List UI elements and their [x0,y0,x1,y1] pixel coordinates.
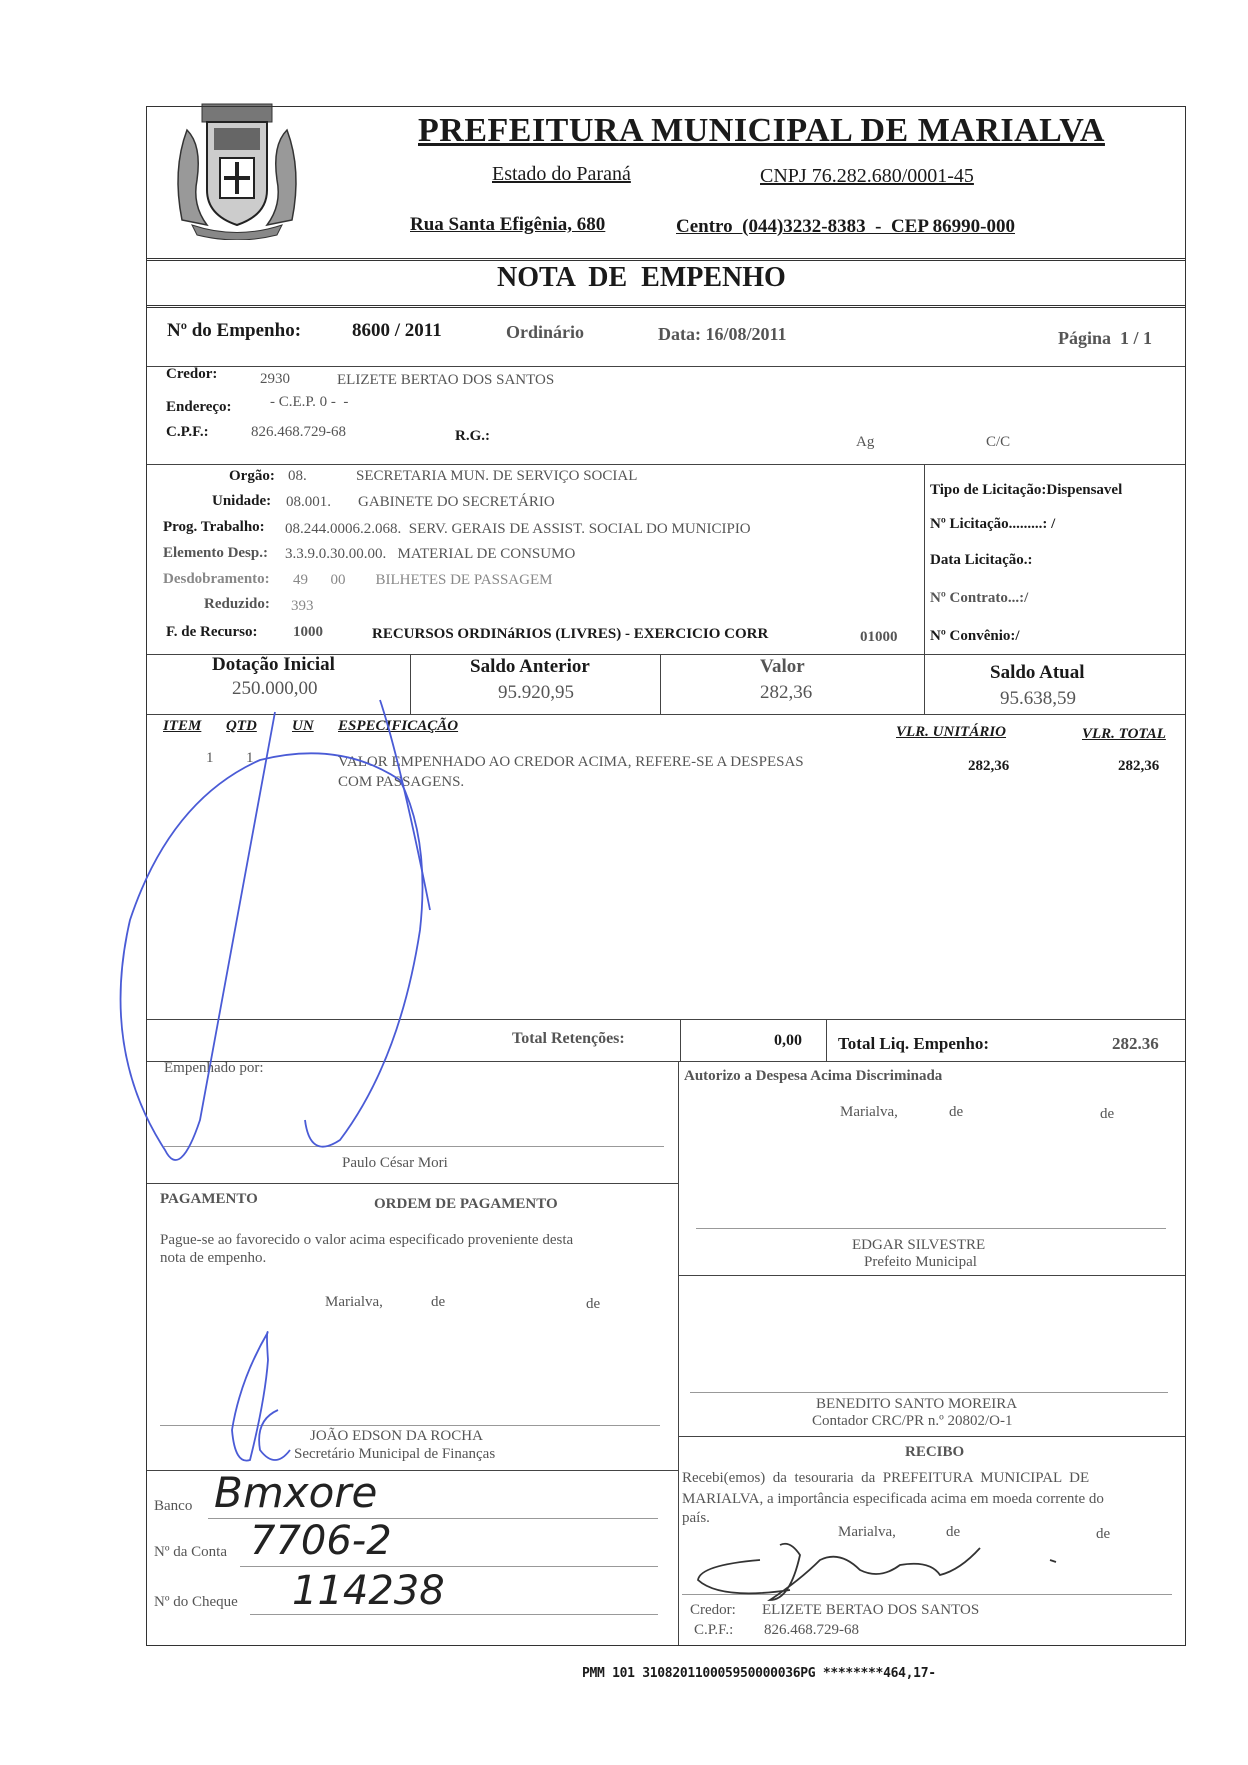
autorizo-place: Marialva, [840,1104,898,1120]
valor-label: Valor [760,656,805,677]
liquido-label: Total Liq. Empenho: [838,1034,989,1053]
col-total-value: VLR. TOTAL [1082,726,1166,742]
state-text: Estado do Paraná [492,163,631,185]
cheque-label: Nº do Cheque [154,1594,238,1610]
banco-value: Bmxore [214,1468,378,1517]
unidade-name: GABINETE DO SECRETÁRIO [358,494,555,510]
saldo-anterior-label: Saldo Anterior [470,656,590,677]
autorizo-de-2: de [1100,1106,1115,1122]
recibo-credor-label: Credor: [690,1602,736,1618]
contrato-number: Nº Contrato...:/ [930,590,1029,606]
contador-role: Contador CRC/PR n.º 20802/O-1 [812,1413,1013,1429]
pagamento-text-line-2: nota de empenho. [160,1250,267,1266]
credor-address: - C.E.P. 0 - - [270,394,349,410]
autorizo-text: Autorizo a Despesa Acima Discriminada [684,1068,943,1084]
recibo-de-1: de [946,1524,961,1540]
empenho-date: Data: 16/08/2011 [658,324,787,344]
prefeito-name: EDGAR SILVESTRE [852,1237,986,1253]
licitacao-type: Tipo de Licitação:Dispensavel [930,482,1123,498]
recibo-text-line-1: Recebi(emos) da tesouraria da PREFEITURA MUNICIPAL DE [682,1470,1090,1486]
pagamento-text-line-1: Pague-se ao favorecido o valor acima especificado proveniente desta [160,1232,574,1248]
ordem-pagamento-label: ORDEM DE PAGAMENTO [374,1196,558,1212]
licitacao-number: Nº Licitação.........: / [930,516,1056,532]
address-label: Endereço: [166,399,232,415]
conta-value: 7706-2 [250,1518,392,1564]
empenho-type: Ordinário [506,322,585,342]
dotacao-value: 250.000,00 [232,678,318,699]
rg-label: R.G.: [455,428,490,444]
empenho-label: Nº do Empenho: [167,320,302,341]
footer-code: PMM 101 310820110005950000036PG ********464,17- [582,1666,936,1681]
pagamento-label: PAGAMENTO [160,1191,258,1207]
empenho-number: 8600 / 2011 [352,320,442,341]
pagamento-de-2: de [586,1296,601,1312]
elemento-value: 3.3.9.0.30.00.00. MATERIAL DE CONSUMO [285,546,576,562]
cpf-label: C.P.F.: [166,424,209,440]
empenhado-label: Empenhado por: [164,1060,264,1076]
col-qtd: QTD [226,718,257,734]
recibo-de-2: de [1096,1526,1111,1542]
prog-label: Prog. Trabalho: [163,519,265,535]
page-title: PREFEITURA MUNICIPAL DE MARIALVA [418,112,1105,149]
col-un: UN [292,718,314,734]
desdobramento-value: 49 00 BILHETES DE PASSAGEM [293,572,553,588]
col-item: ITEM [163,718,202,734]
credor-code: 2930 [260,371,290,387]
cheque-value: 114238 [292,1568,445,1614]
conta-label: Nº da Conta [154,1544,227,1560]
orgao-name: SECRETARIA MUN. DE SERVIÇO SOCIAL [356,468,638,484]
credor-label: Credor: [166,366,218,382]
retencoes-value: 0,00 [774,1032,802,1049]
item-spec-line-1: VALOR EMPENHADO AO CREDOR ACIMA, REFERE-SE A DESPESAS [338,754,804,770]
empenhado-name: Paulo César Mori [342,1155,448,1171]
desdobramento-label: Desdobramento: [163,571,270,587]
contador-name: BENEDITO SANTO MOREIRA [816,1396,1018,1412]
autorizo-de-1: de [949,1104,964,1120]
cc-label: C/C [986,434,1011,450]
dotacao-label: Dotação Inicial [212,654,335,675]
recibo-place: Marialva, [838,1524,896,1540]
credor-name: ELIZETE BERTAO DOS SANTOS [337,372,555,388]
pagamento-de-1: de [431,1294,446,1310]
page-number: Página 1 / 1 [1058,328,1153,348]
recurso-code: 1000 [293,624,323,640]
unidade-code: 08.001. [286,494,331,510]
recurso-name: RECURSOS ORDINáRIOS (LIVRES) - EXERCICIO CORR [372,626,769,642]
secretario-role: Secretário Municipal de Finanças [294,1446,496,1462]
item-qtd: 1 [246,750,254,766]
pagamento-place: Marialva, [325,1294,383,1310]
elemento-label: Elemento Desp.: [163,545,268,561]
prefeito-role: Prefeito Municipal [864,1254,977,1270]
reduzido-label: Reduzido: [204,596,270,612]
saldo-atual-value: 95.638,59 [1000,688,1076,709]
recibo-text-line-2: MARIALVA, a importância especificada acima em moeda corrente do [682,1491,1104,1507]
item-unit-value: 282,36 [968,758,1010,774]
orgao-code: 08. [288,468,307,484]
recibo-title: RECIBO [905,1444,965,1460]
recibo-text-line-3: país. [682,1510,710,1526]
credor-cpf: 826.468.729-68 [251,424,346,440]
item-total-value: 282,36 [1118,758,1160,774]
orgao-label: Orgão: [229,468,275,484]
document-title: NOTA DE EMPENHO [497,262,786,293]
valor-value: 282,36 [760,682,813,703]
item-spec-line-2: COM PASSAGENS. [338,774,465,790]
address-text: Rua Santa Efigênia, 680 [410,214,606,235]
secretario-name: JOÃO EDSON DA ROCHA [310,1428,483,1444]
recibo-cpf-label: C.P.F.: [694,1622,734,1638]
liquido-value: 282.36 [1112,1034,1159,1053]
recurso-label: F. de Recurso: [166,624,258,640]
reduzido-value: 393 [291,598,314,614]
saldo-atual-label: Saldo Atual [990,662,1085,683]
ag-label: Ag [856,434,875,450]
cnpj-text: CNPJ 76.282.680/0001-45 [760,165,974,187]
recurso-code-2: 01000 [860,629,898,645]
licitacao-date: Data Licitação.: [930,552,1033,568]
saldo-anterior-value: 95.920,95 [498,682,574,703]
unidade-label: Unidade: [212,493,272,509]
retencoes-label: Total Retenções: [512,1030,625,1047]
banco-label: Banco [154,1498,193,1514]
contact-text: Centro (044)3232-8383 - CEP 86990-000 [676,216,1015,237]
convenio-number: Nº Convênio:/ [930,628,1020,644]
recibo-credor-name: ELIZETE BERTAO DOS SANTOS [762,1602,980,1618]
recibo-cpf-value: 826.468.729-68 [764,1622,859,1638]
col-specification: ESPECIFICAÇÃO [338,718,459,734]
prog-value: 08.244.0006.2.068. SERV. GERAIS DE ASSIST. SOCIAL DO MUNICIPIO [285,521,751,537]
col-unit-value: VLR. UNITÁRIO [896,724,1007,740]
item-number: 1 [206,750,214,766]
